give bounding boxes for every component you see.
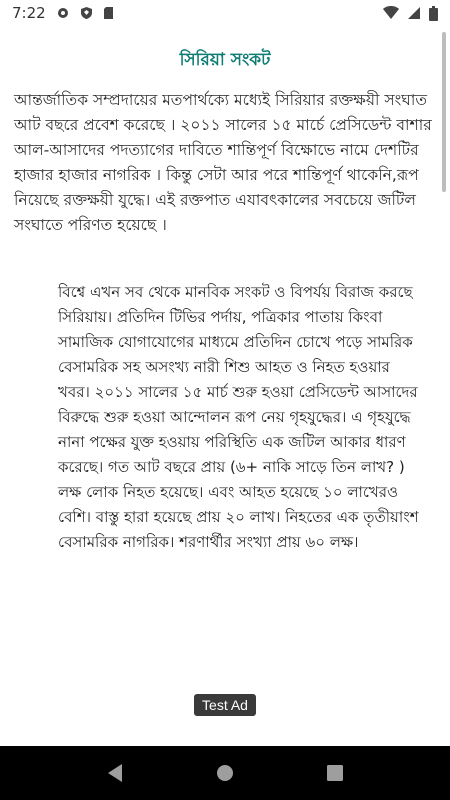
article-title: সিরিয়া সংকট — [179, 50, 271, 70]
navigation-bar — [0, 746, 450, 800]
article-body-paragraph: বিশ্বে এখন সব থেকে মানবিক সংকট ও বিপর্যয় বিরাজ করছে সিরিয়ায়। প্রতিদিন টিভির পর্দায়, পত্রিকার পাতায় কিংবা সামাজিক যোগাযোগের মাধ্যমে প্রতিদিন চোখে পড়ে সামরিক বেসামরিক সহ অসংখ্য নারী শিশু আহত ও নিহত হওয়ার খবর। ২০১১ সালের ১৫ মার্চ শুরু হওয়া প্রেসিডেন্ট আসাদের বিরুদ্ধে শুরু হওয়া আন্দোলন রূপ নেয় গৃহযুদ্ধের। এ গৃহযুদ্ধে নানা পক্ষের যুক্ত হওয়ায় পরিস্থিতি এক জটিল আকার ধারণ করেছে। গত আট বছরে প্রায় (৬+ নাকি সাড়ে তিন লাখ? ) লক্ষ লোক নিহত হয়েছে। এবং আহত হয়েছে ১০ লাখেরও বেশি। বাস্তু হারা হয়েছে প্রায় ২০ লাখ। নিহতের এক তৃতীয়াংশ বেসামরিক নাগরিক। শরণার্থীর সংখ্যা প্রায় ৬০ লক্ষ। — [58, 283, 419, 551]
article-content[interactable] — [0, 26, 450, 746]
status-time: 7:22 — [12, 4, 46, 22]
test-ad-badge[interactable]: Test Ad — [194, 694, 256, 716]
status-right — [383, 6, 438, 21]
recents-icon — [326, 764, 344, 782]
battery-icon — [429, 6, 438, 21]
article-intro-paragraph: আন্তর্জাতিক সম্প্রদায়ের মতপার্থক্যে মধ্যেই সিরিয়ার রক্তক্ষয়ী সংঘাত আট বছরে প্রবেশ করেছে । ২০১১ সালের ১৫ মার্চে প্রেসিডেন্ট বাশার আল-আসাদের পদত্যাগের দাবিতে শান্তিপূর্ণ বিক্ষোভে নামে দেশটির হাজার হাজার নাগরিক । কিন্তু সেটা আর পরে শান্তিপূর্ণ থাকেনি,রূপ নিয়েছে রক্তক্ষয়ী যুদ্ধে। এই রক্তপাত এযাবৎকালের সবচেয়ে জটিল সংঘাতে পরিণত হয়েছে । — [14, 91, 432, 234]
back-button[interactable] — [95, 753, 135, 793]
shield-icon — [80, 6, 93, 20]
gear-icon — [56, 6, 70, 20]
scrollbar-thumb[interactable] — [442, 32, 446, 192]
recents-button[interactable] — [315, 753, 355, 793]
sd-card-icon — [103, 6, 114, 20]
home-icon — [215, 763, 235, 783]
back-icon — [106, 763, 124, 783]
signal-icon — [407, 6, 421, 20]
wifi-icon — [383, 6, 399, 20]
status-left — [12, 4, 114, 22]
status-bar — [0, 0, 450, 26]
home-button[interactable] — [205, 753, 245, 793]
